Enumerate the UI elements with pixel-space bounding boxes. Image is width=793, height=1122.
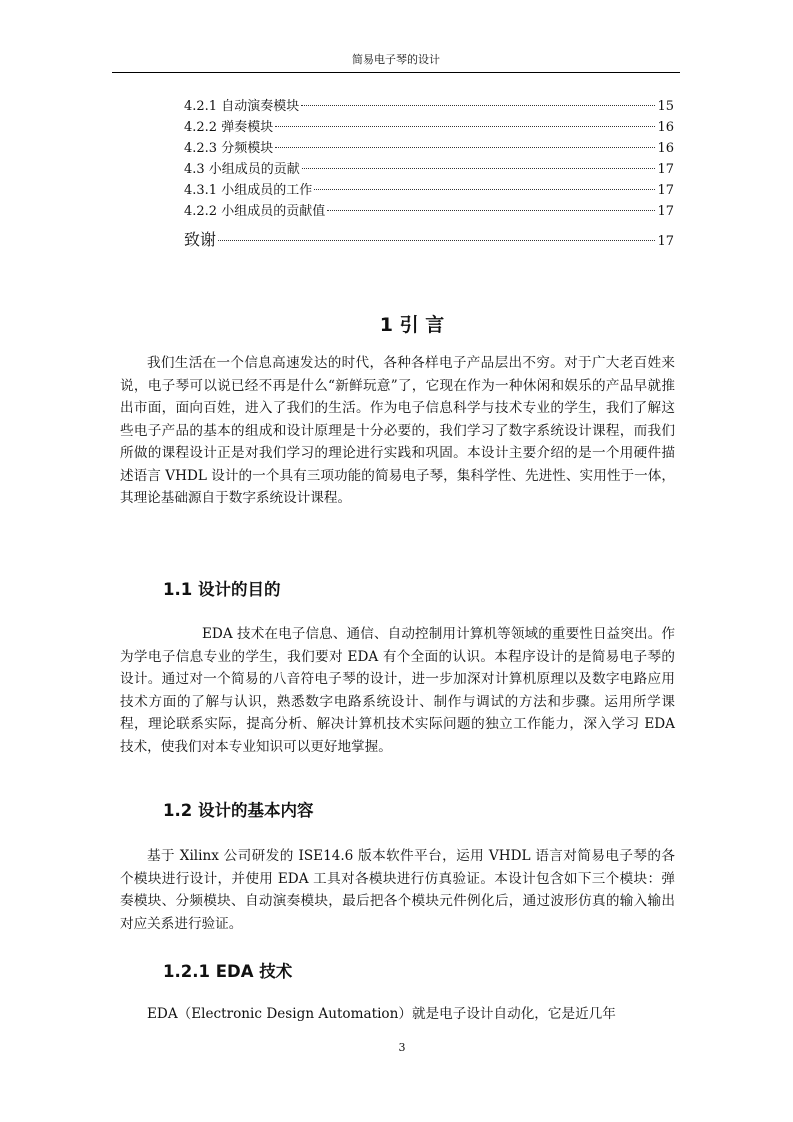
toc-entry-label: 4.2.3 分频模块	[184, 141, 274, 156]
toc-entry-label: 4.3 小组成员的贡献	[184, 162, 300, 177]
toc-entry-label: 致谢	[184, 230, 217, 249]
section-1-2-heading: 1.2 设计的基本内容	[163, 801, 314, 820]
section-1-2-paragraph: 基于 Xilinx 公司研发的 ISE14.6 版本软件平台，运用 VHDL 语言对简易电子琴的各个模块进行设计，并使用 EDA 工具对各模块进行仿真验证。本设计包含如下三个模块：弹奏模块、分频模块、自动演奏模块，最后把各个模块元件例化后，通过波形仿真的输入输出对应关系进行验证。	[120, 848, 675, 932]
page-number: 3	[398, 1041, 406, 1054]
toc-entry-page: 16	[657, 141, 674, 156]
toc-leader	[218, 240, 655, 241]
intro-paragraph: 我们生活在一个信息高速发达的时代，各种各样电子产品层出不穷。对于广大老百姓来说，电子琴可以说已经不再是什么“新鲜玩意”了，它现在作为一种休闲和娱乐的产品早就推出市面，面向百姓，进入了我们的生活。作为电子信息科学与技术专业的学生，我们了解这些电子产品的基本的组成和设计原理是十分必要的，我们学习了数字系统设计课程，而我们所做的课程设计正是对我们学习的理论进行实践和巩固。本设计主要介绍的是一个用硬件描述语言 VHDL 设计的一个具有三项功能的简易电子琴，集科学性、先进性、实用性于一体，其理论基础源自于数字系统设计课程。	[120, 355, 675, 506]
toc-entry-page: 16	[657, 120, 674, 135]
table-of-contents	[184, 96, 674, 256]
header-rule	[112, 72, 680, 73]
toc-leader	[275, 147, 655, 148]
running-header: 简易电子琴的设计	[352, 53, 440, 66]
toc-entry-page: 15	[657, 99, 674, 114]
toc-entry-label: 4.2.1 自动演奏模块	[184, 99, 300, 114]
chapter-title: 1 引 言	[379, 314, 445, 336]
section-1-1-paragraph: EDA 技术在电子信息、通信、自动控制用计算机等领域的重要性日益突出。作为学电子信息专业的学生，我们要对 EDA 有个全面的认识。本程序设计的是简易电子琴的设计。通过对一个简易的八音符电子琴的设计，进一步加深对计算机原理以及数字电路应用技术方面的了解与认识，熟悉数字电路系统设计、制作与调试的方法和步骤。运用所学课程，理论联系实际，提高分析、解决计算机技术实际问题的独立工作能力，深入学习 EDA 技术，使我们对本专业知识可以更好地掌握。	[120, 626, 675, 755]
section-1-2-1-paragraph: EDA（Electronic Design Automation）就是电子设计自动化，它是近几年	[147, 1006, 616, 1022]
toc-entry-page: 17	[657, 204, 674, 219]
toc-entry-label: 4.2.2 弹奏模块	[184, 120, 274, 135]
toc-entry[interactable]	[184, 201, 674, 222]
toc-entry[interactable]	[184, 138, 674, 159]
toc-leader	[314, 189, 655, 190]
toc-leader	[301, 105, 655, 106]
toc-leader	[275, 126, 655, 127]
toc-entry-page: 17	[657, 183, 674, 198]
toc-entry[interactable]	[184, 117, 674, 138]
toc-entry[interactable]	[184, 96, 674, 117]
toc-entry-label: 4.3.1 小组成员的工作	[184, 183, 313, 198]
toc-leader	[302, 168, 656, 169]
toc-entry[interactable]	[184, 159, 674, 180]
toc-entry-label: 4.2.2 小组成员的贡献值	[184, 204, 326, 219]
section-1-1-heading: 1.1 设计的目的	[163, 580, 281, 599]
toc-entry-page: 17	[657, 234, 674, 249]
toc-entry[interactable]	[184, 180, 674, 201]
toc-entry-page: 17	[657, 162, 674, 177]
section-1-2-1-heading: 1.2.1 EDA 技术	[163, 962, 293, 981]
toc-leader	[327, 210, 655, 211]
toc-entry-acknowledgement[interactable]	[184, 224, 674, 256]
